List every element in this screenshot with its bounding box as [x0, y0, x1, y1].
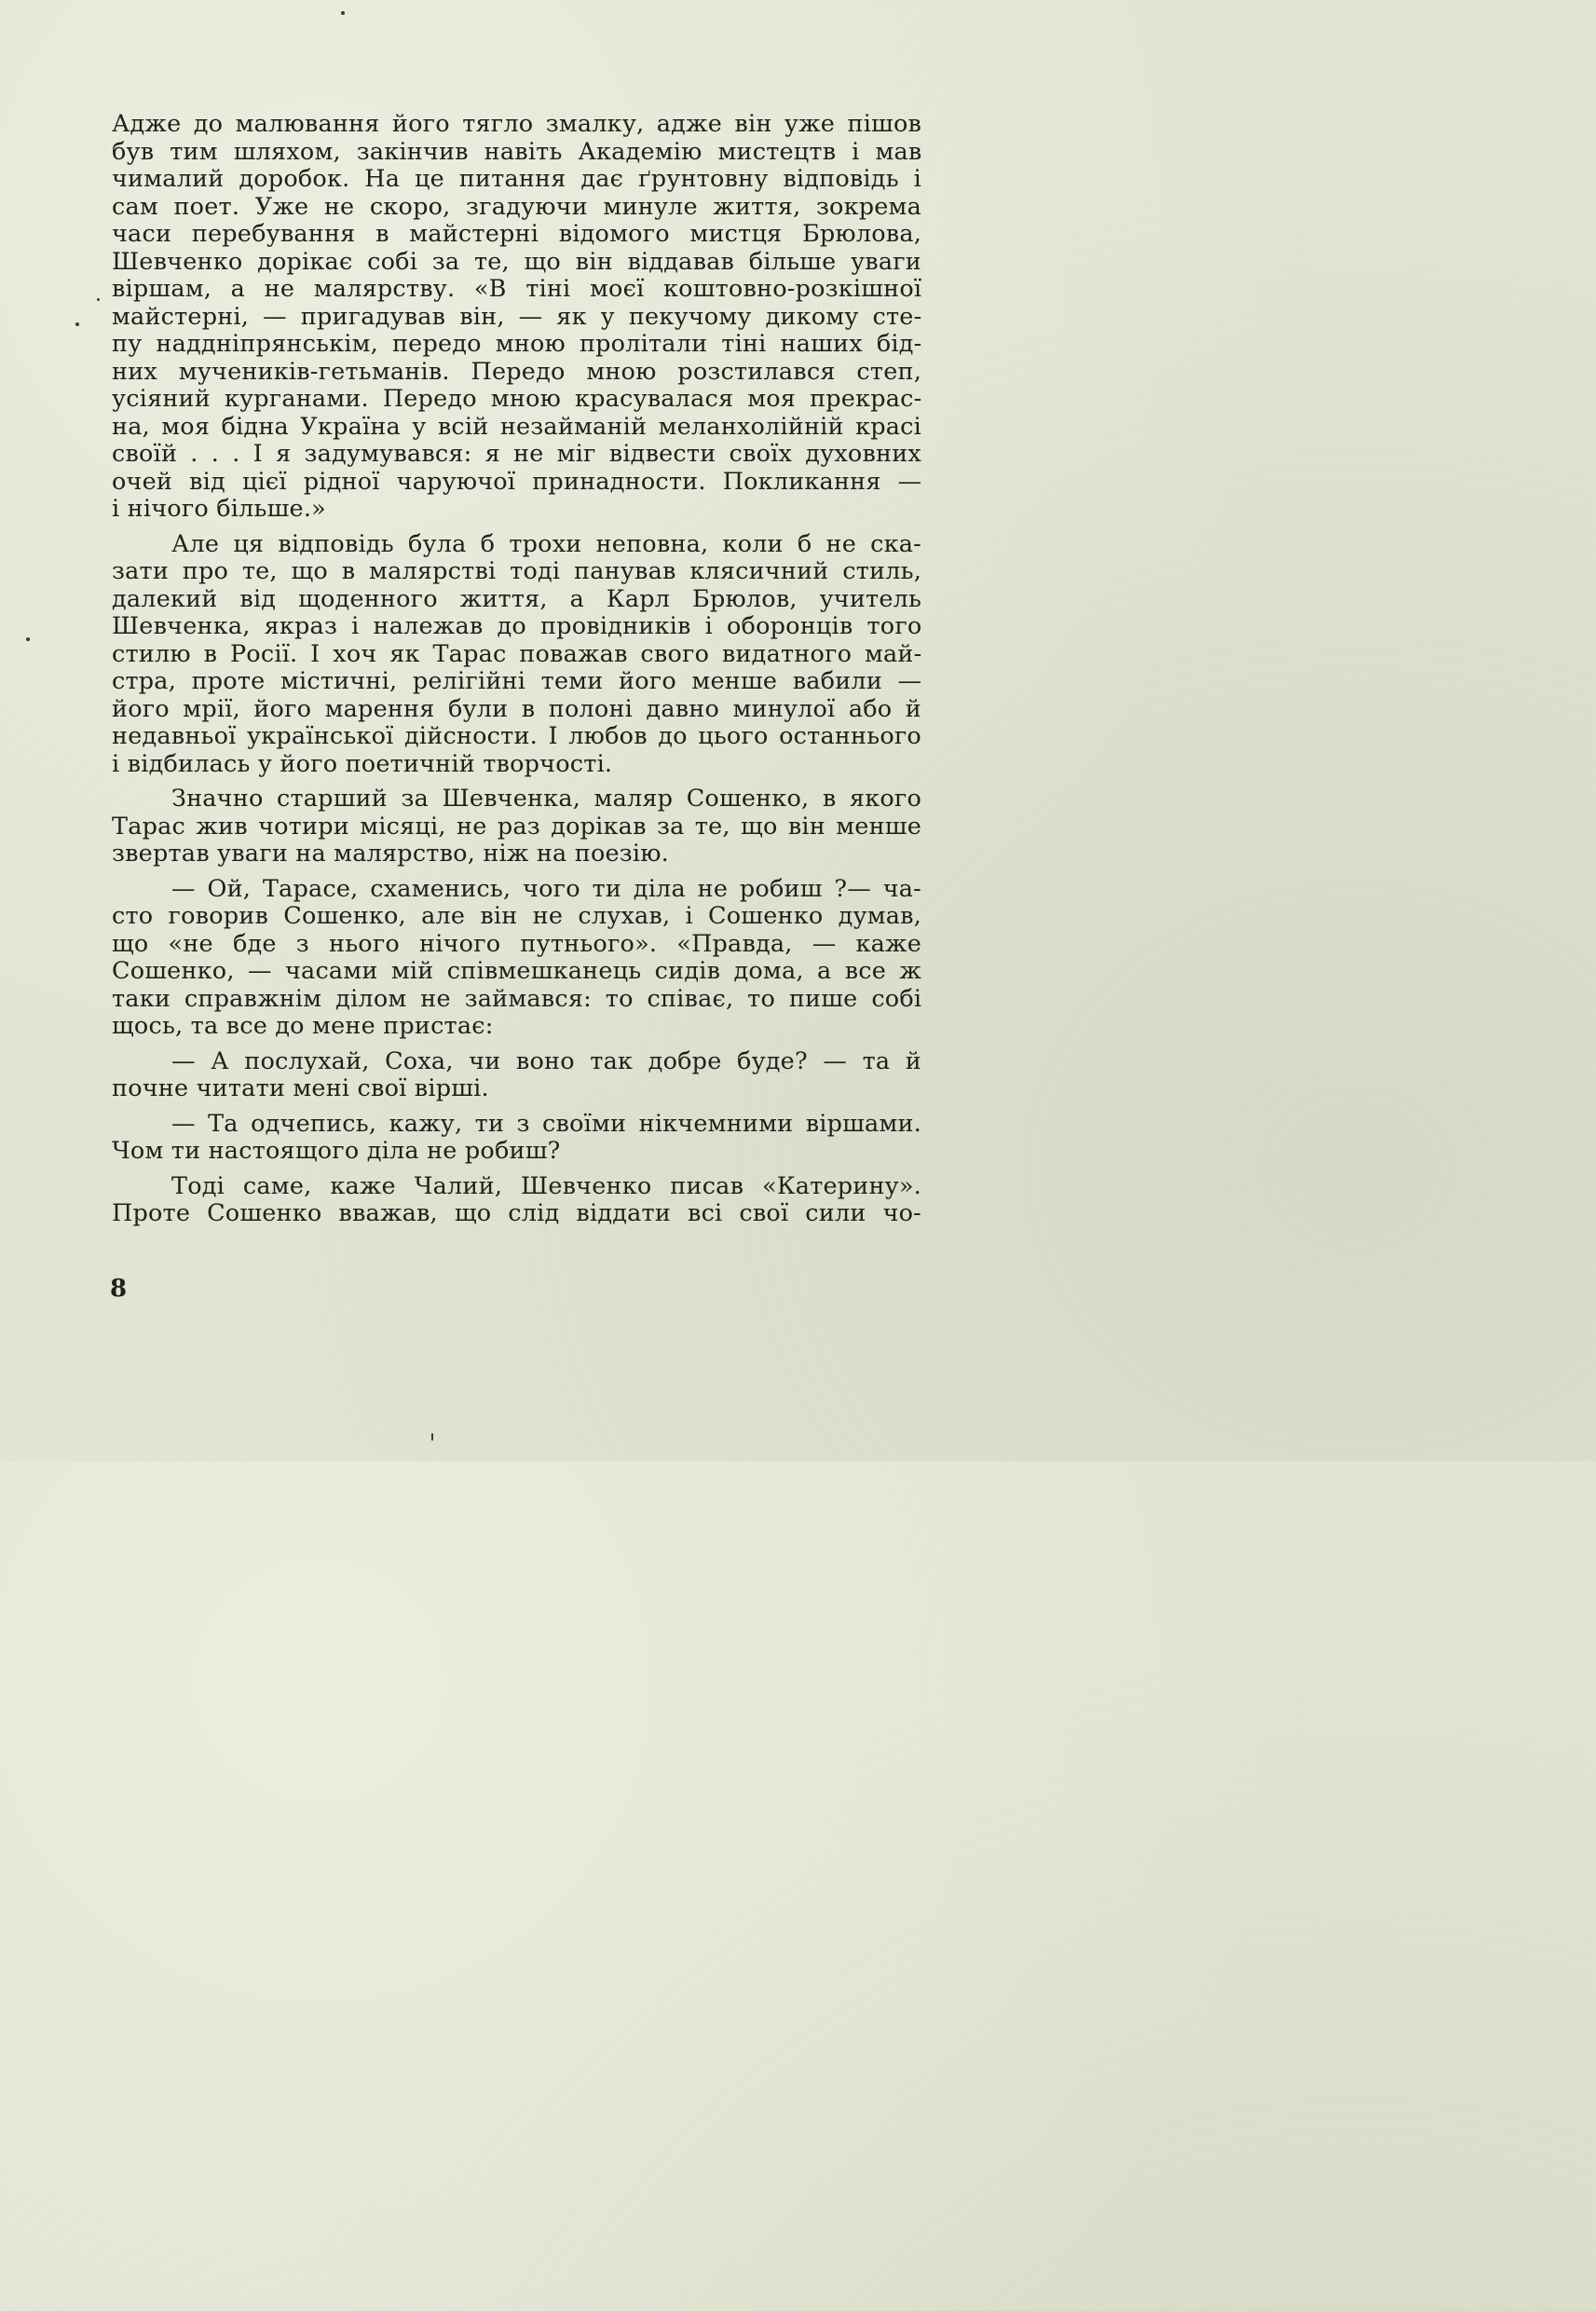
paragraph-4 — [112, 876, 921, 1041]
text-line: зати про те, що в малярстві тоді панував клясичний стиль, — [112, 557, 921, 585]
text-line: щось, та все до мене пристає: — [112, 1012, 494, 1040]
text-line: пу наддніпрянськім, передо мною пролітали тіні наших бід- — [112, 330, 922, 358]
text-line: Сошенко, — часами мій співмешканець сидів дома, а все ж — [112, 957, 921, 985]
text-line: стилю в Росії. І хоч як Тарас поважав свого видатного май- — [112, 639, 922, 668]
text-line: усіяний курганами. Передо мною красувалася моя прекрас- — [112, 385, 922, 413]
text-line: них мучеників-гетьманів. Передо мною розстилався степ, — [112, 357, 921, 386]
text-line: Адже до малювання його тягло змалку, адже він уже пішов — [112, 110, 922, 138]
paragraph-1 — [112, 111, 921, 524]
paragraph-7 — [112, 1173, 921, 1228]
text-line: Шевченка, якраз і належав до провідників і оборонців того — [112, 612, 922, 640]
print-speck — [431, 1433, 433, 1441]
text-line: що «не бде з нього нічого путнього». «Правда, — каже — [112, 929, 921, 958]
text-line: і відбилась у його поетичній творчості. — [112, 749, 613, 778]
text-line: — А послухай, Соха, чи воно так добре буде? — та й — [171, 1046, 921, 1075]
text-line: своїй . . . І я задумувався: я не міг відвести своїх духовних — [112, 440, 921, 468]
text-line: Але ця відповідь була б трохи неповна, коли б не ска- — [171, 529, 921, 558]
text-line: віршам, а не малярству. «В тіні моєї коштовно-розкішної — [112, 275, 922, 303]
text-line: майстерні, — пригадував він, — як у пекучому дикому сте- — [112, 302, 922, 331]
text-line: був тим шляхом, закінчив навіть Академію мистецтв і мав — [112, 137, 922, 166]
print-speck — [97, 298, 100, 301]
text-line: далекий від щоденного життя, а Карл Брюлов, учитель — [112, 584, 922, 613]
text-line: очей від цієї рідної чаруючої принадности. Покликання — — [112, 467, 922, 496]
text-line: Тарас жив чотири місяці, не раз дорікав за те, що він менше — [112, 812, 921, 841]
text-line: таки справжнім ділом не займався: то співає, то пише собі — [112, 984, 922, 1013]
text-line: на, моя бідна Україна у всій незайманій меланхолійній красі — [112, 412, 921, 441]
text-line: чималий доробок. На це питання дає ґрунтовну відповідь і — [112, 165, 921, 193]
text-line: — Та одчепись, кажу, ти з своїми нікчемними віршами. — [171, 1109, 921, 1138]
book-page — [0, 0, 1009, 1461]
text-line: Тоді саме, каже Чалий, Шевченко писав «Катерину». — [171, 1171, 921, 1200]
text-line: Проте Сошенко вважав, що слід віддати всі свої сили чо- — [112, 1199, 921, 1227]
text-line: Значно старший за Шевченка, маляр Сошенко, в якого — [171, 785, 921, 813]
print-speck — [26, 637, 30, 641]
print-speck — [75, 322, 79, 326]
print-speck — [341, 11, 345, 15]
text-line: стра, проте містичні, релігійні теми його менше вабили — — [112, 667, 922, 695]
text-line: Шевченко дорікає собі за те, що він віддавав більше уваги — [112, 247, 921, 276]
page-number: 8 — [110, 1275, 128, 1303]
text-line: недавньої української дійсности. І любов до цього останнього — [112, 722, 921, 750]
paragraph-2 — [112, 531, 921, 779]
text-line: звертав уваги на малярство, ніж на поезію. — [112, 840, 669, 868]
text-line: сам поет. Уже не скоро, згадуючи минуле життя, зокрема — [112, 192, 921, 221]
text-line: і нічого більше.» — [112, 495, 326, 523]
paragraph-5 — [112, 1048, 921, 1103]
paragraph-6 — [112, 1111, 921, 1166]
text-line: Чом ти настоящого діла не робиш? — [112, 1137, 561, 1165]
body-text — [112, 111, 921, 1228]
text-line: сто говорив Сошенко, але він не слухав, і Сошенко думав, — [112, 902, 921, 930]
paragraph-3 — [112, 786, 921, 868]
text-line: почне читати мені свої вірші. — [112, 1074, 489, 1102]
text-line: часи перебування в майстерні відомого мистця Брюлова, — [112, 220, 922, 248]
text-line: — Ой, Тарасе, схаменись, чого ти діла не робиш ?— ча- — [171, 874, 921, 903]
text-line: його мрії, його марення були в полоні давно минулої або й — [112, 694, 921, 723]
